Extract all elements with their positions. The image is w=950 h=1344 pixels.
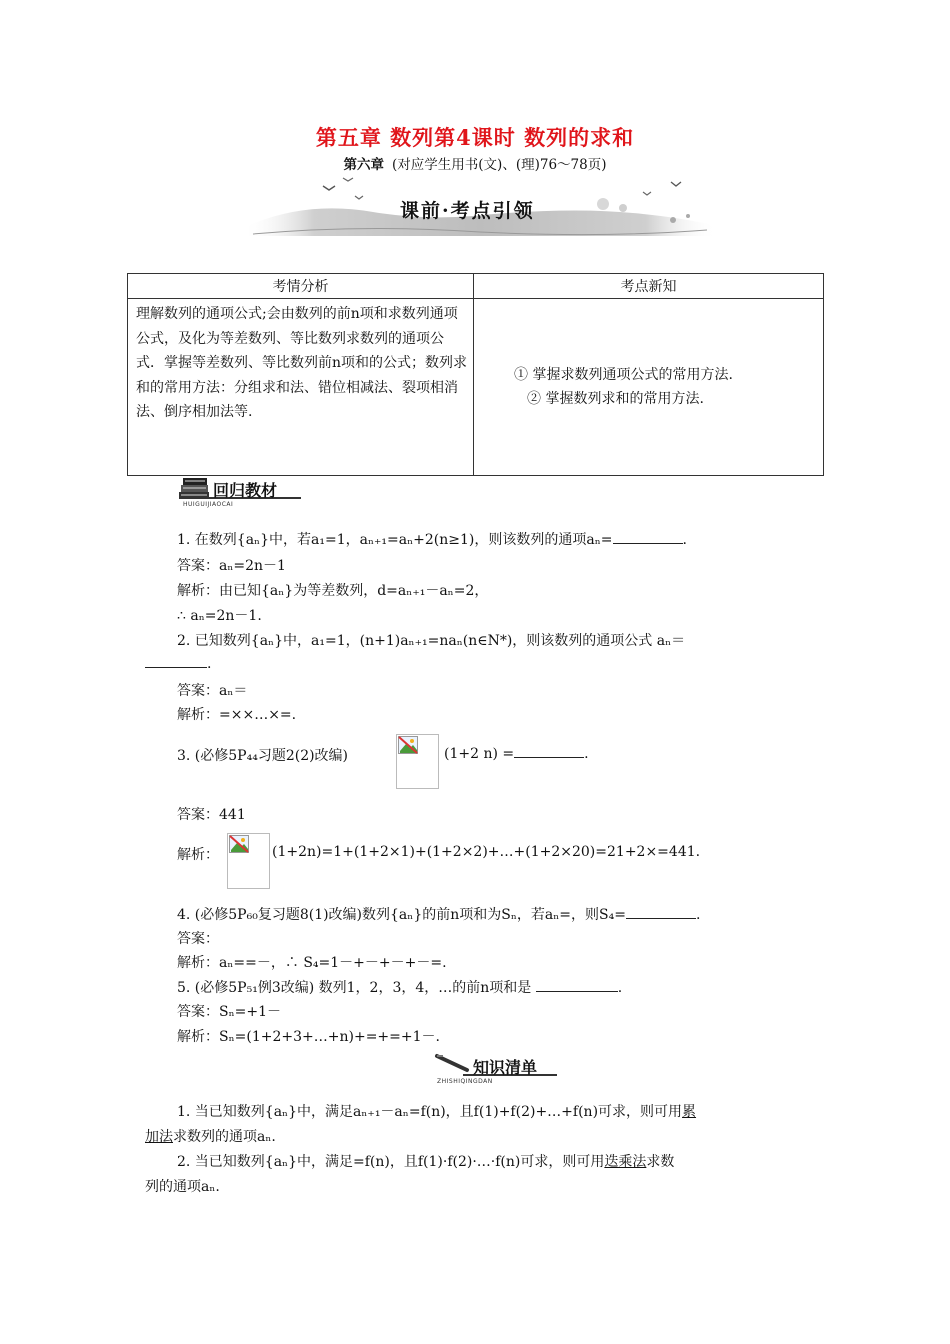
- problem-3-question: 3. (必修5P₄₄习题2(2)改编): [177, 748, 349, 764]
- key-term: 累: [682, 1104, 697, 1120]
- goal-item: ① 掌握求数列通项公式的常用方法.: [514, 367, 733, 383]
- problem-4-solution: 解析：aₙ==－，∴ S₄=1－+－+－+－=.: [177, 955, 447, 971]
- problem-3-answer: 答案：441: [177, 807, 246, 823]
- goal-item: ② 掌握数列求和的常用方法.: [527, 391, 704, 407]
- problem-1-solution: ∴ aₙ=2n－1.: [177, 608, 262, 624]
- section-pinyin: HUIGUIJIAOCAI: [183, 501, 234, 508]
- section-label: 知识清单: [473, 1058, 538, 1077]
- goals-cell: [474, 299, 824, 476]
- problem-3-solution: (1+2n)=1+(1+2×1)+(1+2×2)+…+(1+2×20)=21+2×=441.: [272, 844, 701, 860]
- problem-1-question: 1. 在数列{aₙ}中，若a₁=1，aₙ₊₁=aₙ+2(n≥1)，则该数列的通项aₙ= .: [177, 532, 687, 548]
- banner-label: 课前·考点引领: [400, 200, 535, 222]
- problem-5-solution: 解析：Sₙ=(1+2+3+…+n)+=+=+1－.: [177, 1029, 440, 1045]
- key-term: 加法: [145, 1129, 173, 1145]
- col-header-analysis: 考情分析: [128, 274, 474, 299]
- broken-image-icon: [229, 835, 251, 855]
- book-reference: (对应学生用书(文)、(理)76～78页): [392, 157, 607, 173]
- problem-5-answer: 答案：Sₙ=+1－: [177, 1004, 282, 1020]
- problem-5-question: 5. (必修5P₅₁例3改编) 数列1，2，3，4，…的前n项和是 .: [177, 980, 623, 996]
- answer-blank: [626, 906, 696, 919]
- problem-2-solution: 解析：=××…×=.: [177, 707, 297, 723]
- section-pinyin: ZHISHIQINGDAN: [437, 1078, 493, 1085]
- key-term: 迭乘法: [604, 1154, 647, 1170]
- section-label: 回归教材: [213, 481, 278, 500]
- broken-image-icon: [398, 736, 420, 756]
- formula-image: [227, 833, 270, 889]
- page-title: 第五章 数列第4课时 数列的求和: [315, 125, 635, 150]
- problem-4-answer: 答案：: [177, 931, 219, 947]
- problem-2-blank-line: .: [145, 655, 211, 672]
- knowledge-item-2-cont: 列的通项aₙ.: [145, 1179, 220, 1195]
- section-header-review: [177, 474, 302, 508]
- problem-4-question: 4. (必修5P₆₀复习题8(1)改编)数列{aₙ}的前n项和为Sₙ，若aₙ=，则S₄= .: [177, 907, 701, 923]
- analysis-cell: 理解数列的通项公式;会由数列的前n项和求数列通项公式，及化为等差数列、等比数列求数列的通项公式．掌握等差数列、等比数列前n项和的公式；数列求和的常用方法：分组求和法、错位相减法、裂项相消法、倒序相加法等.: [128, 299, 474, 476]
- chapter-label: 第六章: [343, 157, 385, 173]
- knowledge-item-1-cont: 加法求数列的通项aₙ.: [145, 1129, 276, 1145]
- col-header-new-knowledge: 考点新知: [474, 274, 824, 299]
- answer-blank: [514, 745, 584, 758]
- answer-blank: [145, 655, 207, 668]
- analysis-table: [127, 273, 824, 476]
- problem-1-solution: 解析：由已知{aₙ}为等差数列，d=aₙ₊₁－aₙ=2，: [177, 583, 489, 599]
- problem-1-answer: 答案：aₙ=2n－1: [177, 558, 286, 574]
- problem-2-answer: 答案：aₙ＝: [177, 683, 248, 699]
- knowledge-item-1: 1. 当已知数列{aₙ}中，满足aₙ₊₁－aₙ=f(n)，且f(1)+f(2)+…+f(n)可求，则可用累: [177, 1104, 697, 1120]
- books-icon: [177, 474, 211, 504]
- formula-image: [396, 734, 439, 789]
- answer-blank: [536, 979, 618, 992]
- knowledge-item-2: 2. 当已知数列{aₙ}中，满足=f(n)，且f(1)·f(2)·…·f(n)可求，则可用迭乘法求数: [177, 1154, 675, 1170]
- problem-3-question-tail: (1+2 n) = .: [444, 746, 589, 762]
- answer-blank: [613, 531, 683, 544]
- problem-2-question: 2. 已知数列{aₙ}中，a₁=1，(n+1)aₙ₊₁=naₙ(n∈N*)，则该数列的通项公式 aₙ＝: [177, 633, 686, 649]
- problem-3-solution-label: 解析：: [177, 847, 219, 863]
- page-subtitle: [0, 153, 950, 173]
- section-header-knowledge: [433, 1050, 557, 1084]
